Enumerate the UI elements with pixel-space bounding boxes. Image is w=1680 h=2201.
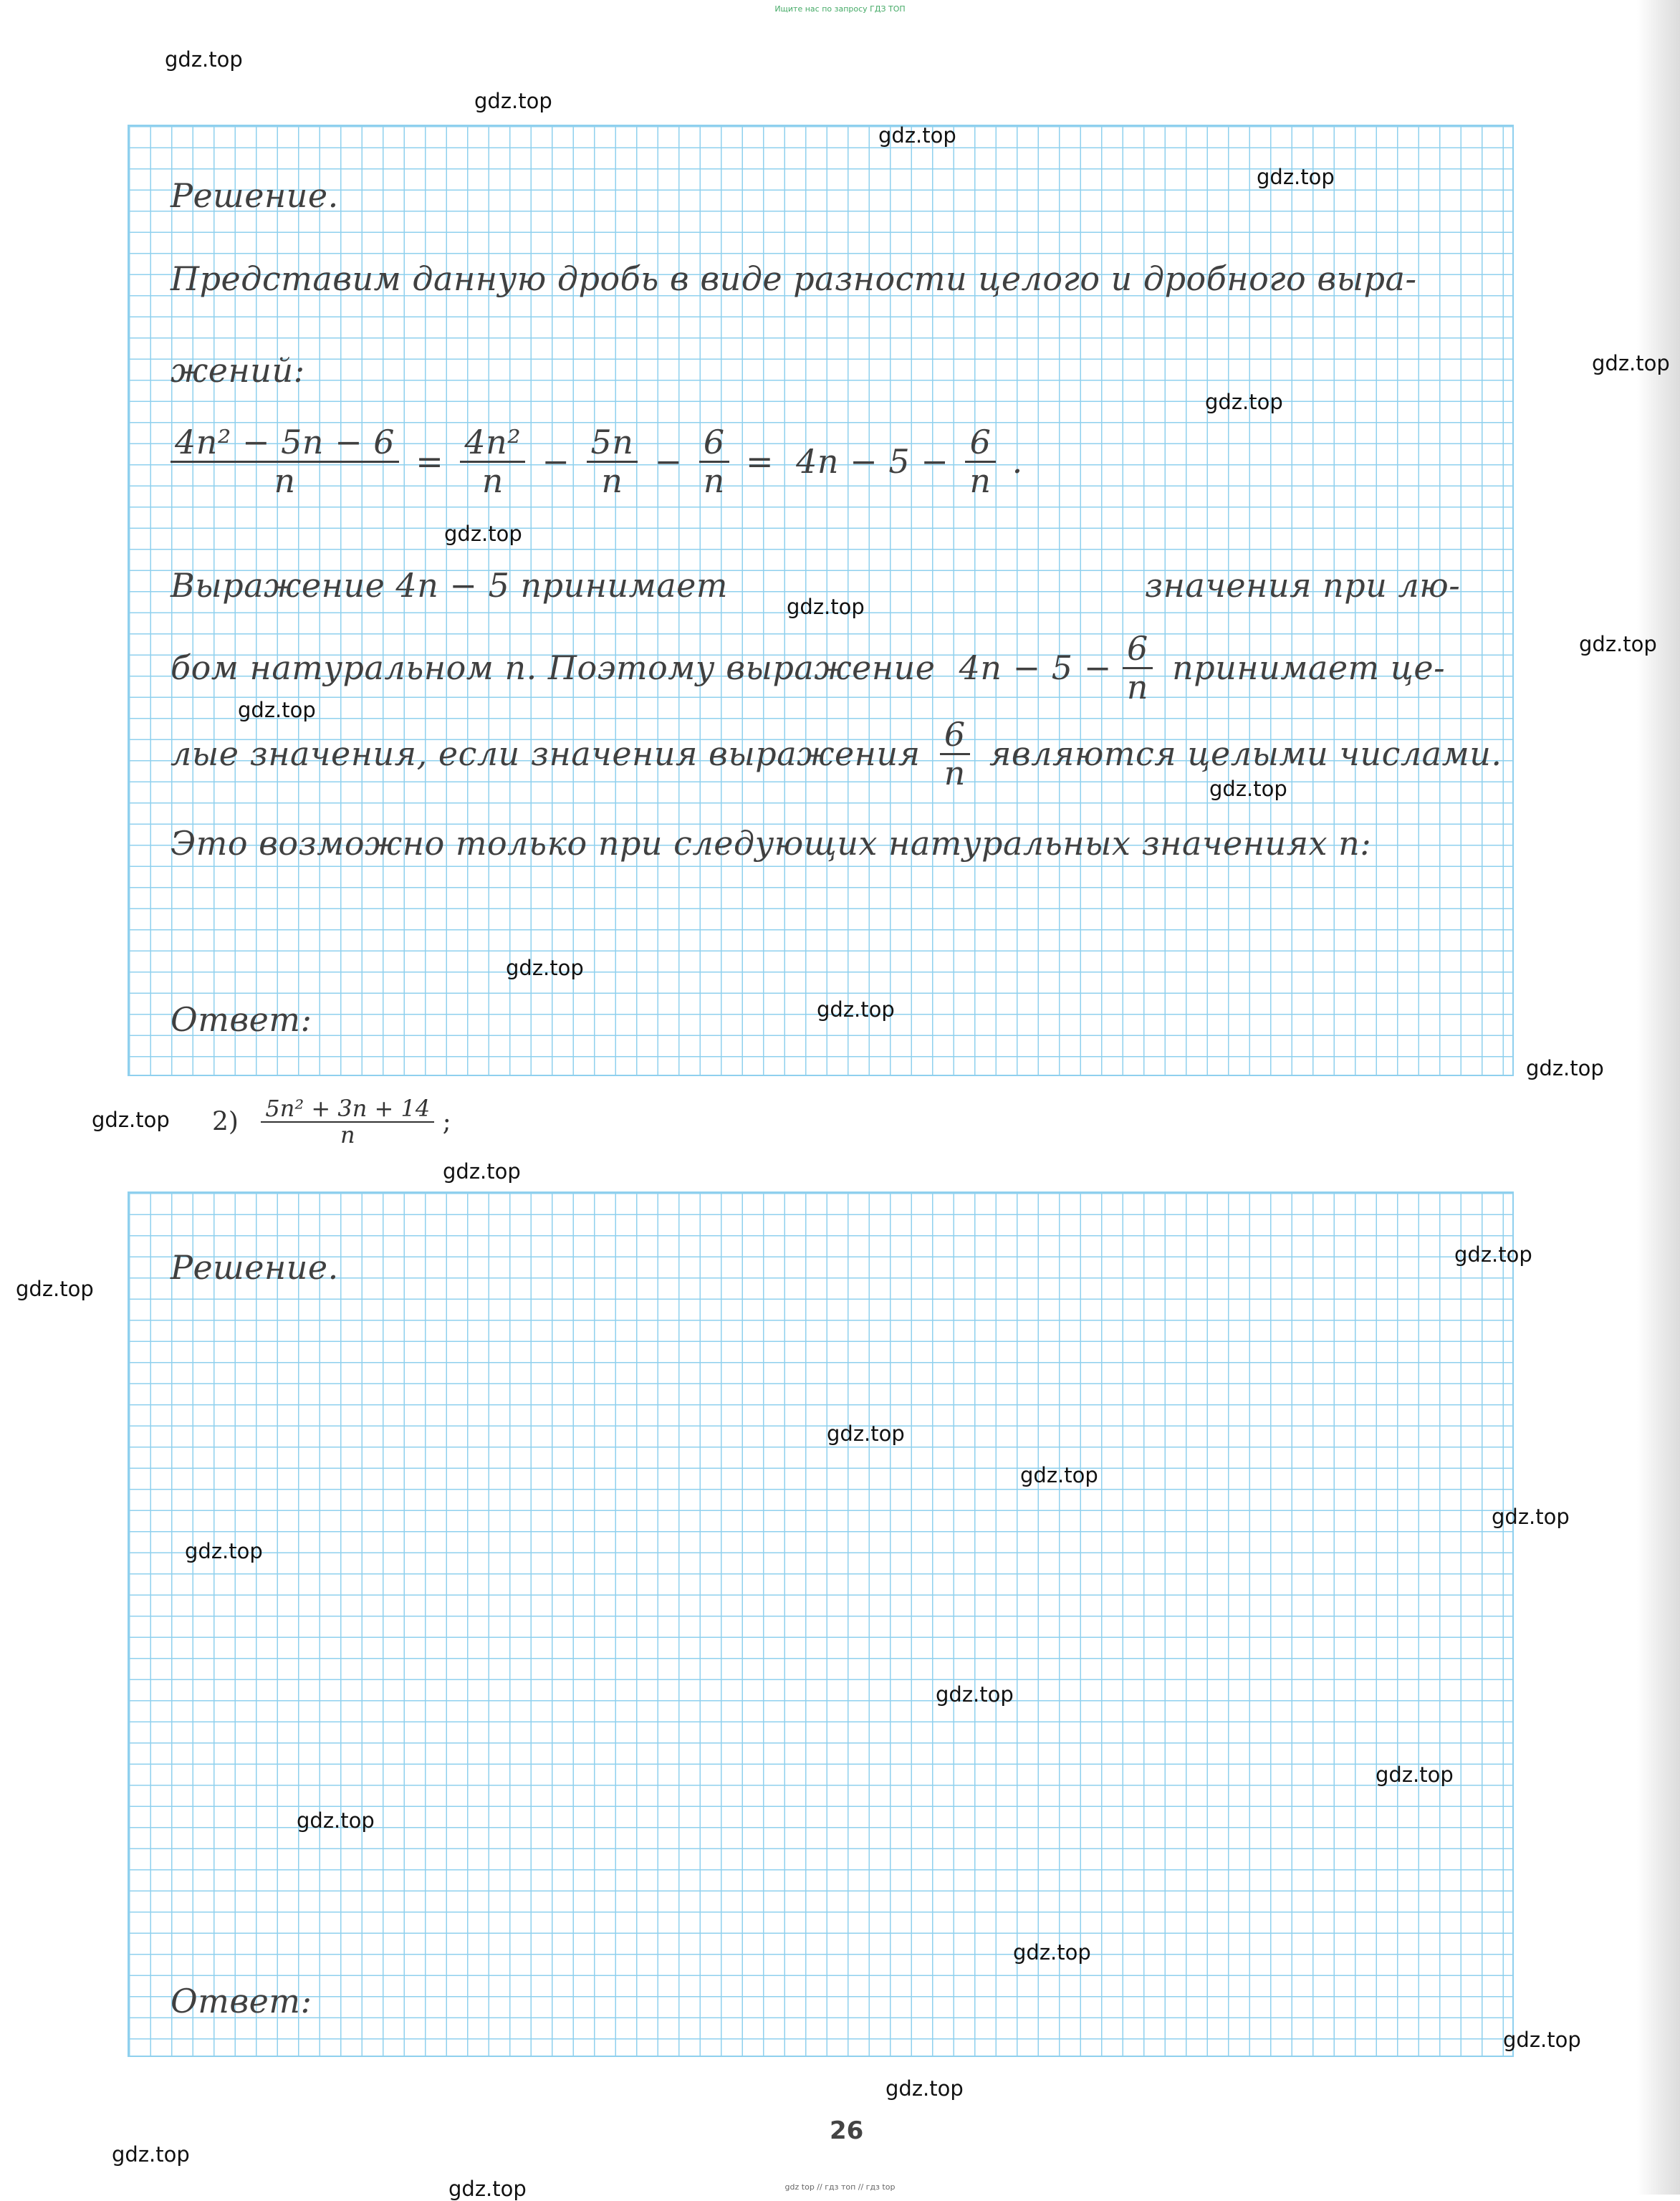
minus-sign: − — [654, 442, 683, 481]
watermark: gdz.top — [448, 2177, 527, 2201]
task-2-denominator: n — [340, 1121, 355, 1149]
top-banner: Ищите нас по запросу ГДЗ ТОП — [774, 4, 906, 14]
watermark: gdz.top — [185, 1539, 263, 1563]
term2-fraction — [587, 424, 638, 499]
text-line-5b: принимает це- — [1172, 648, 1446, 688]
watermark: gdz.top — [885, 2076, 964, 2101]
solution-heading-1: Решение. — [171, 176, 339, 215]
term1-denominator: n — [481, 461, 504, 500]
solution-heading-2: Решение. — [171, 1248, 339, 1287]
watermark: gdz.top — [878, 123, 956, 148]
watermark: gdz.top — [1592, 351, 1670, 375]
rhs-integer-part: 4n − 5 − — [796, 442, 949, 481]
watermark: gdz.top — [474, 89, 552, 113]
term2-denominator: n — [601, 461, 623, 500]
equals-sign: = — [416, 442, 444, 481]
watermark: gdz.top — [506, 956, 584, 980]
watermark: gdz.top — [1205, 390, 1283, 414]
watermark: gdz.top — [165, 47, 243, 72]
rhs-numerator: 6 — [965, 424, 995, 463]
line5-expression: 4n − 5 − — [959, 648, 1112, 688]
rhs-fraction — [965, 424, 995, 499]
page-edge-shadow — [1637, 0, 1680, 2195]
watermark: gdz.top — [1209, 777, 1287, 801]
task-2-fraction — [261, 1096, 434, 1148]
text-line-5a: бом натуральном n. Поэтому выражение — [171, 648, 936, 688]
term2-numerator: 5n — [587, 424, 638, 463]
text-line-7: Это возможно только при следующих натуральных значениях n: — [171, 824, 1372, 863]
page-number: 26 — [830, 2116, 864, 2145]
task-2 — [212, 1096, 451, 1148]
text-line-6b: являются целыми числами. — [989, 734, 1502, 774]
formula-decomposition — [171, 424, 1029, 499]
line5-denominator: n — [1126, 667, 1149, 706]
watermark: gdz.top — [787, 595, 865, 619]
term1-numerator: 4n² — [460, 424, 525, 463]
line5-fraction — [1123, 630, 1153, 705]
watermark: gdz.top — [1579, 632, 1657, 656]
line5-numerator: 6 — [1123, 630, 1153, 669]
solution-grid-2 — [128, 1191, 1514, 2057]
watermark: gdz.top — [444, 522, 522, 546]
equals-sign: = — [745, 442, 774, 481]
watermark: gdz.top — [16, 1277, 94, 1301]
answer-label-2: Ответ: — [171, 1982, 312, 2020]
line6-fraction — [940, 716, 970, 791]
answer-label-1: Ответ: — [171, 1000, 312, 1039]
text-line-6a: лые значения, если значения выражения — [171, 734, 921, 774]
lhs-denominator: n — [274, 461, 296, 500]
watermark: gdz.top — [297, 1808, 375, 1833]
task-2-semicolon: ; — [442, 1107, 451, 1137]
bottom-banner: gdz top // гдз топ // гдз top — [784, 2182, 896, 2192]
watermark: gdz.top — [827, 1421, 905, 1446]
term1-fraction — [460, 424, 525, 499]
text-line-6 — [171, 716, 1502, 791]
task-2-numerator: 5n² + 3n + 14 — [261, 1096, 434, 1123]
watermark: gdz.top — [443, 1159, 521, 1184]
text-line-4b: значения при лю- — [1145, 566, 1461, 605]
term3-numerator: 6 — [699, 424, 729, 463]
watermark: gdz.top — [1454, 1242, 1532, 1267]
watermark: gdz.top — [936, 1682, 1014, 1707]
line6-numerator: 6 — [940, 716, 970, 755]
lhs-fraction — [171, 424, 399, 499]
watermark: gdz.top — [1257, 165, 1335, 189]
rhs-denominator: n — [969, 461, 992, 500]
text-line-5 — [171, 630, 1445, 705]
watermark: gdz.top — [1526, 1056, 1604, 1080]
line6-denominator: n — [944, 753, 966, 792]
watermark: gdz.top — [817, 997, 895, 1022]
watermark: gdz.top — [1376, 1763, 1454, 1787]
text-line-2: жений: — [171, 351, 305, 390]
term3-fraction — [699, 424, 729, 499]
watermark: gdz.top — [1020, 1463, 1098, 1487]
watermark: gdz.top — [1013, 1940, 1091, 1965]
watermark: gdz.top — [112, 2142, 190, 2167]
term3-denominator: n — [703, 461, 725, 500]
task-2-number: 2) — [212, 1107, 239, 1137]
period: . — [1012, 442, 1023, 481]
watermark: gdz.top — [1503, 2028, 1581, 2052]
text-line-4a: Выражение 4n − 5 принимает — [171, 566, 729, 605]
watermark: gdz.top — [92, 1108, 170, 1132]
watermark: gdz.top — [1492, 1505, 1570, 1529]
lhs-numerator: 4n² − 5n − 6 — [171, 424, 399, 463]
watermark: gdz.top — [238, 698, 316, 722]
minus-sign: − — [542, 442, 570, 481]
text-line-1: Представим данную дробь в виде разности целого и дробного выра- — [171, 259, 1417, 298]
